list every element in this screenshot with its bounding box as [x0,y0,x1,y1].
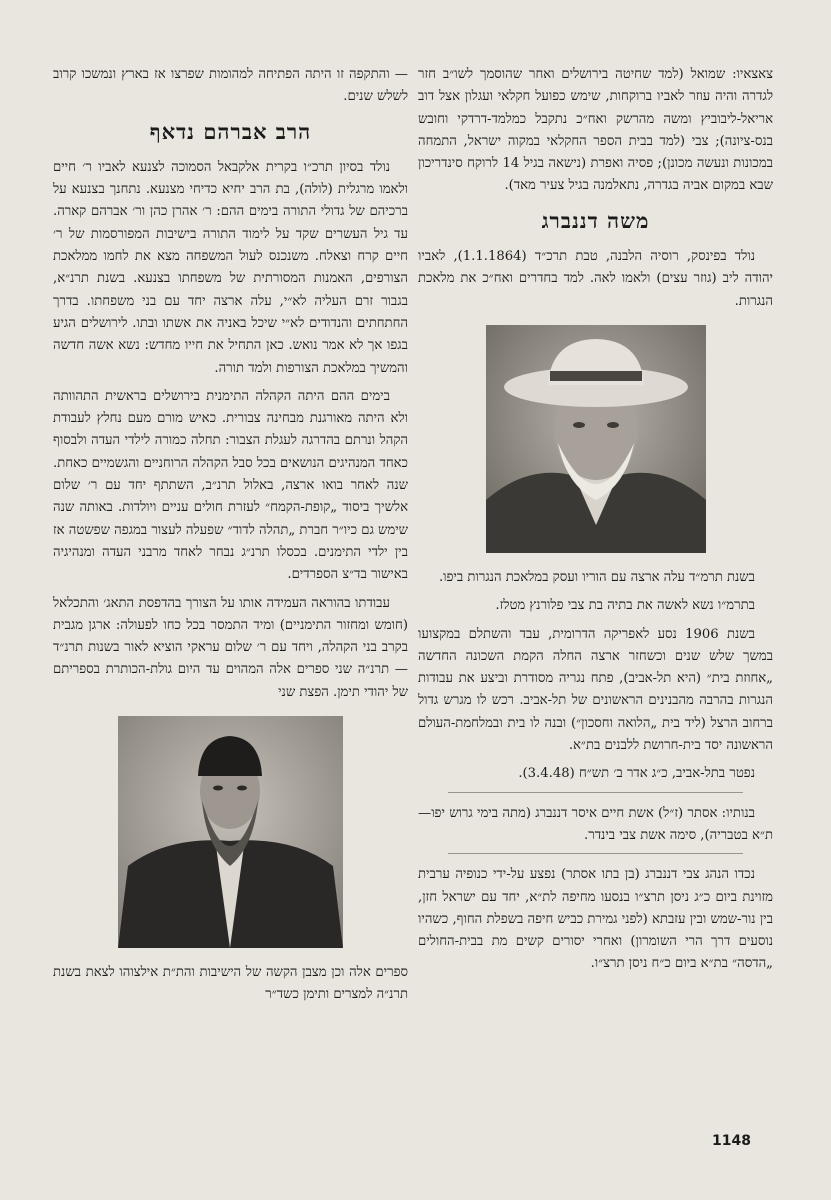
section-heading-nadaf: הרב אברהם נדאף [149,118,312,144]
bio-paragraph: בתרמ״ו נשא לאשה את בתיה בת צבי פלורנץ מטלז. [495,598,755,614]
divider [448,792,743,793]
portrait-old-man-hat-image [486,325,706,553]
section-heading-dannenberg: משה דננברג [541,207,650,233]
right-column [418,60,773,982]
bio-paragraph: ספרים אלה וכן מצבן הקשה של הישיבות והת״ת אילצוהו לצאת בשנת תרנ״ה למצרים ותימן כשד״ר [53,965,408,1003]
page-number: 1148 [712,1133,751,1149]
portrait-photo-nadaf [118,716,343,948]
bio-paragraph: בנותיו: אסתר (ז״ל) אשת חיים איסר דננברג (מתה בימי גרוש יפו—ת״א בטבריה), סימה אשת צבי בינדר. [418,805,773,843]
left-column [53,60,408,1013]
continuation-paragraph: — והתקפה זו היתה הפתיחה למהומות שפרצו אז בארץ ונמשכו קרוב לשלש שנים. [53,67,408,105]
bio-paragraph: נולד בסיון תרכ״ו בקרית אלקבאל הסמוכה לצנעא לאביו ר׳ חיים ולאמו מרגלית (לולה), בת הרב יחיא כדיחי מצנעא. נתחנך בצנעא על ברכיהם של גדולי התורה בימים ההם: ר׳ אהרן כהן ור׳ אברהם קארה. עד גיל העשרים שקד על לימוד התורה בישיבות המפורסמות של ר׳ חיים קרח וצאלח. משנכנס לעול המשפחה מצא את לחמו ממלאכת הצורפים, האמנות המסורתית של משפחתו בצנעא. בשנת תרנ״א, בגבור זרם העליה לא״י, עלה ארצה יחד עם בני משפחתו. בדרך החתחתים והנדודים לא״י שיכל באניה את אשתו ובתו. לירושלים הגיע בגפו אך לא אמר נואש. כאן התחיל את חייו מחדש: נשא אשה חדשה והמשיך במלאכת הצורפות ולמד תורה. [53,159,408,376]
bio-paragraph: נולד בפינסק, רוסיה הלבנה, טבת תרכ״ד (1.1.1864), לאביו יהודה ליב (גוזר עצים) ולאמו לאה. למד בחדרים ואח״כ את מלאכת הנגרות. [418,249,773,309]
bio-paragraph: נכדו הנהג צבי דננברג (בן בתו אסתר) נפצע על-ידי כנופיה ערבית מזוינת ביום כ״ג ניסן תרצ״ו בנסעו מחיפה לת״א, יחד עם ישראל חזן, בין נור-שמש ובין עזבתא (לפני גמירת כביש חיפה בשפלת החוף, כשהיו נוסעים דרך הרי השומרון) ואחרי יסורים קשים מת בבית-החולים „הדסה״ בת״א ביום כ״ח ניסן תרצ״ו. [418,867,773,972]
portrait-rabbi-cap-image [118,716,343,948]
bio-paragraph: בימים ההם היתה הקהלה התימנית בירושלים בראשית התהוותה ולא היתה מאורגנת מבחינה צבורית. כאיש מורם מעם נחלץ לעבודת הקהל ונרתם בהדרגה לעגלת הצבור: תחלה כמורה לילדי העדה ולבסוף כאחד המנהיגים הנושאים בכל סבל הקהלה הרוחניים והגשמיים כאחת. שנה לאחר בואו ארצה, באלול תרנ״ב, השתתף יחד עם ר׳ שלום אלשיך ביסוד „קופת-הקמח״ לעזרת חולים עניים ויולדות. באותה שנה שימש גם כיו״ר חברת „תהלה לדוד״ שפעלה לעצור במגפה שפשטה אז בין ילדי התימנים. בכסלו תרנ״ג נבחר לאחד מרבני העדה ומנהיגיה באישור בד״צ הספרדים. [53,388,408,583]
portrait-photo-dannenberg [486,325,706,553]
bio-paragraph: עבודתו בהוראה העמידה אותו על הצורך בהדפסת התאג׳ והתכלאל (חומש ומחזור התימניים) ומיד התמסר בכל כחו לפעולה: ארגן מגבית בקרב בני הקהלה, ויחד עם ר׳ שלום עראקי הוציא לאור בשנות תרנ״ד — תרנ״ה שני ספרים אלה המהוים עד היום גולת-הכותרת בספריתם של יהודי תימן. הפצת שני [53,595,408,700]
descendants-paragraph: צאצאיו: שמואל (למד שחיטה בירושלים ואחר שהוסמך לשו״ב חזר לגדרה והיה עוזר לאביו ברוקחות, שימש כפועל חקלאי ועגלון אצל דוב אריאל-ליבוביץ ומשה מהרשק ואח״כ נתקבל כמלמד-דרדקי וחובש בנס-ציונה); צבי (למד בבית הספר החקלאי במקוה ישראל, התמחה במכונות ונעשה מכונן); פסיה ואפרת (נישאה בגיל 14 לרוקח סינדריכון שבא במקום אביה בגדרה, נתאלמנה בגיל צעיר מאד). [418,67,773,194]
bio-paragraph: נפטר בתל-אביב, כ״ג אדר ב׳ תש״ח (3.4.48). [518,766,755,782]
bio-paragraph: בשנת 1906 נסע לאפריקה הדרומית, עבד והשתלם במקצועו במשך שלש שנים וכשחזר ארצה החלה הקמת השכונה החדשה „אחוזת בית״ (היא תל-אביב), פתח נגריה מסודרת וביצע את עבודות הנגרות בהרבה מהבנינים הראשונים של תל-אביב. רכש לו מגרש גדול ברחוב הרצל (ליד בית „הלואה וחסכון״) ובנה לו בית ובמלחמת-העולם הראשונה יסד בית-חרושת ללבנים בת״א. [418,626,773,754]
bio-paragraph: בשנת תרמ״ד עלה ארצה עם הוריו ועסק במלאכת הנגרות ביפו. [438,569,755,585]
divider [448,853,743,854]
